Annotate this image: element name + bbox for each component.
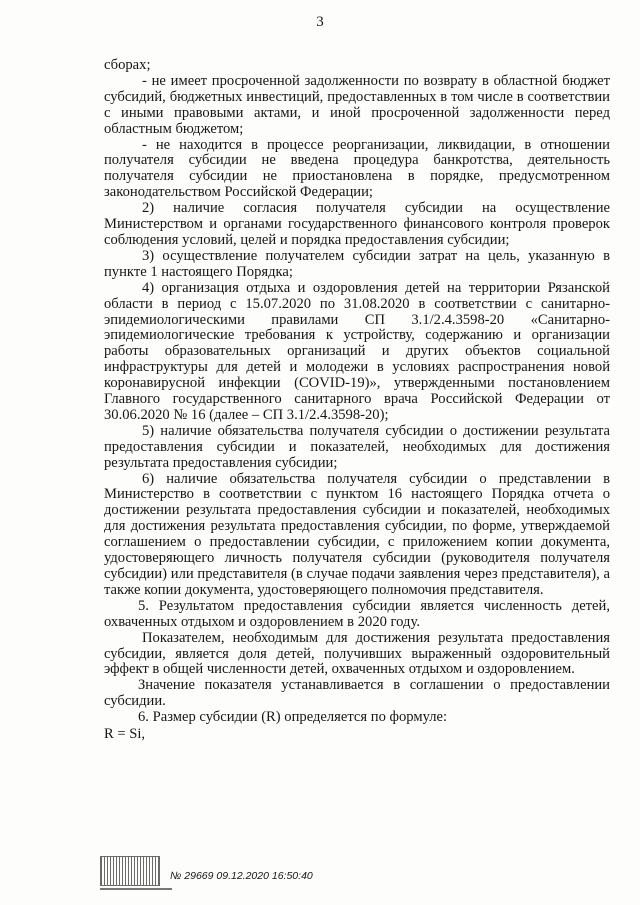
paragraph-no-debt: - не имеет просроченной задолженности по возврату в областной бюджет субсидий, бюджетных инвестиций, предоставленных в том числе в соответствии с иными правовыми актами, и иной просроченной задолженности перед областным бюджетом;	[104, 72, 610, 137]
paragraph-no-reorganization: - не находится в процессе реорганизации, ликвидации, в отношении получателя субсидии не введена процедура банкротства, деятельность получателя субсидии не приостановлена в порядке, предусмотренном законодательством Российской Федерации;	[104, 136, 610, 201]
registration-footer	[100, 856, 520, 896]
paragraph-item-6: 6) наличие обязательства получателя субсидии о представлении в Министерство в соответствии с пунктом 16 настоящего Порядка отчета о достижении результата предоставления субсидии и показателей, необходимых для достижения результата предоставления субсидии, по форме, утверждаемой соглашением о предоставлении субсидии, с приложением копии документа, удостоверяющего личность получателя субсидии (руководителя получателя субсидии) или представителя (в случае подачи заявления через представителя), а также копии документа, удостоверяющего полномочия представителя.	[104, 470, 610, 598]
paragraph-indicator-value: Значение показателя устанавливается в соглашении о предоставлении субсидии.	[104, 677, 610, 710]
paragraph-continuation: сборах;	[104, 57, 151, 73]
paragraph-item-5: 5) наличие обязательства получателя субсидии о достижении результата предоставления субсидии и показателей, необходимых для достижения результата предоставления субсидии;	[104, 422, 610, 471]
stamp-underline	[100, 888, 172, 890]
page-number: 3	[316, 14, 324, 30]
formula: R = Si,	[104, 726, 146, 743]
paragraph-item-2: 2) наличие согласия получателя субсидии на осуществление Министерством и органами государственного финансового контроля проверок соблюдения условий, целей и порядка предоставления субсидии;	[104, 200, 610, 248]
paragraph-section-5: 5. Результатом предоставления субсидии является численность детей, охваченных отдыхом и оздоровлением в 2020 году.	[104, 597, 610, 630]
paragraph-section-6: 6. Размер субсидии (R) определяется по формуле:	[138, 709, 448, 726]
barcode-stamp	[100, 856, 160, 886]
paragraph-item-4: 4) организация отдыха и оздоровления детей на территории Рязанской области в период с 15.07.2020 по 31.08.2020 в соответствии с санитарно-эпидемиологическими правилами СП 3.1/2.4.3598-20 «Санитарно-эпидемиологические требования к устройству, содержанию и организации работы образовательных организаций и других объектов социальной инфраструктуры для детей и молодежи в условиях распространения новой коронавирусной инфекции (COVID-19)», утвержденными постановлением Главного государственного санитарного врача Российской Федерации от 30.06.2020 № 16 (далее – СП 3.1/2.4.3598-20);	[104, 279, 610, 423]
registration-number: № 29669 09.12.2020 16:50:40	[170, 870, 313, 882]
paragraph-item-3: 3) осуществление получателем субсидии затрат на цель, указанную в пункте 1 настоящего Порядка;	[104, 247, 610, 280]
paragraph-indicator: Показателем, необходимым для достижения результата предоставления субсидии, является доля детей, получивших выраженный оздоровительный эффект в общей численности детей, охваченных отдыхом и оздоровлением.	[104, 629, 610, 678]
document-body	[104, 58, 610, 743]
